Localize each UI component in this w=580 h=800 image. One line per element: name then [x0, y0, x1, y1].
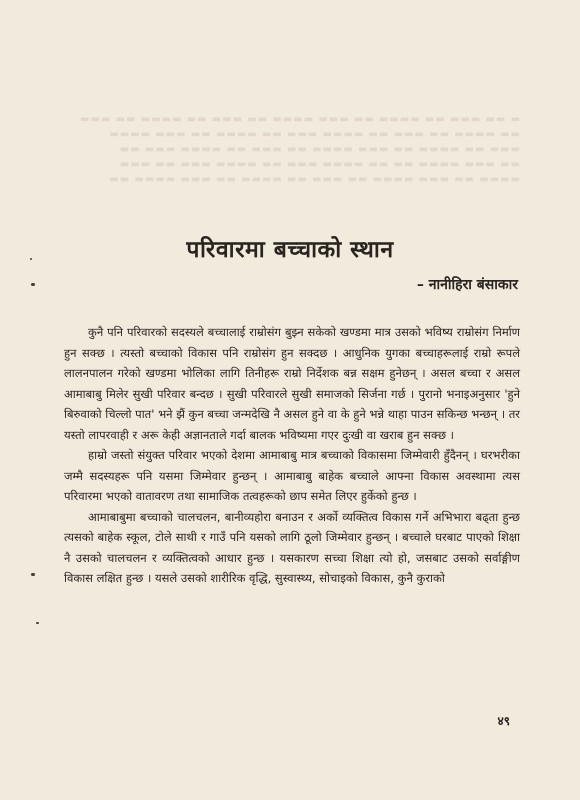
scan-speck [31, 573, 35, 576]
paragraph-2: हाम्रो जस्तो संयुक्त परिवार भएको देशमा आमाबाबु मात्र बच्चाको विकासमा जिम्मेवारी हुँदैनन् । घरभरीका जम्मै सदस्यहरू पनि यसमा जिम्मेवार हुन्छन् । आमाबाबु बाहेक बच्चाले आफ्ना विकास अवस्थामा त्यस परिवारमा भएको वातावरण तथा सामाजिक तत्वहरूको छाप समेत लिएर हुर्केको हुन्छ । [64, 448, 520, 503]
page-number: ४९ [497, 714, 510, 728]
author-name: – नानीहिरा बंसाकार [416, 277, 518, 293]
show-through-text: ▬ ▬▬ ▬▬▬ ▬▬ ▬▬▬▬ ▬▬ ▬▬▬ ▬▬▬▬ ▬▬ ▬▬▬ ▬▬ ▬▬▬▬ ▬▬ ▬▬▬ ▬▬ ▬▬▬▬ ▬▬ ▬▬▬ ▬▬ ▬▬▬▬ ▬▬▬ ▬▬ ▬▬▬▬ ▬▬ ▬▬▬ ▬▬▬▬ ▬▬▬ ▬▬ ▬▬▬▬ ▬▬ ▬▬▬ ▬▬▬▬ ▬▬ ▬▬▬ ▬▬ ▬▬▬▬ ▬▬▬ ▬▬ ▬▬ ▬▬▬ ▬▬▬▬ ▬▬ ▬▬ ▬▬▬▬ ▬▬▬ ▬▬ ▬▬▬▬ ▬▬▬ ▬▬ ▬▬▬ ▬▬▬▬ ▬▬ ▬▬▬ ▬▬▬▬ ▬▬ ▬▬▬ ▬▬ ▬▬▬▬ ▬▬ ▬▬▬ ▬▬▬▬ ▬▬ [79, 114, 520, 185]
scan-speck [36, 622, 39, 624]
article-title: परिवारमा बच्चाको स्थान [186, 237, 394, 263]
paragraph-3: आमाबाबुमा बच्चाको चालचलन, बानीव्यहोरा बनाउन र अर्को व्यक्तित्व विकास गर्ने अभिभारा बढ्ता हुन्छ त्यसको बाहेक स्कूल, टोले साथी र गाउँ पनि यसको लागि ठूलो जिम्मेवार हुन्छन् । बच्चाले घरबाट पाएको शिक्षा नै उसको चालचलन र व्यक्तित्वको आधार हुन्छ । यसकारण सच्चा शिक्षा त्यो हो, जसबाट उसको सर्वाङ्गीण विकास लक्षित हुन्छ । यसले उसको शारीरिक वृद्धि, सुस्वास्थ्य, सोचाइको विकास, कुनै कुराको [64, 509, 520, 585]
article-body [64, 322, 520, 589]
paragraph-1: कुनै पनि परिवारको सदस्यले बच्चालाई राम्रोसंग बुझ्न सकेको खण्डमा मात्र उसको भविष्य राम्रोसंग निर्माण हुन सक्छ । त्यस्तो बच्चाको विकास पनि राम्रोसंग हुन सक्दछ । आधुनिक युगका बच्चाहरूलाई राम्रो रूपले लालनपालन गरेको खण्डमा भोलिका लागि तिनीहरू राम्रो निर्देशक बन्न सक्षम हुनेछन् । असल बच्चा र असल आमाबाबु मिलेर सुखी परिवार बन्दछ । सुखी परिवारले सुखी समाजको सिर्जना गर्छ । पुरानो भनाइअनुसार 'हुने बिरुवाको चिल्लो पात' भने झैं कुन बच्चा जन्मदेखि नै असल हुने वा के हुने भन्ने थाहा पाउन सकिन्छ भन्छन् । तर यस्तो लापरवाही र अरू केही अज्ञानताले गर्दा बालक भविष्यमा गएर दुःखी वा खराब हुन सक्छ । [64, 325, 520, 442]
scan-speck [31, 283, 35, 286]
